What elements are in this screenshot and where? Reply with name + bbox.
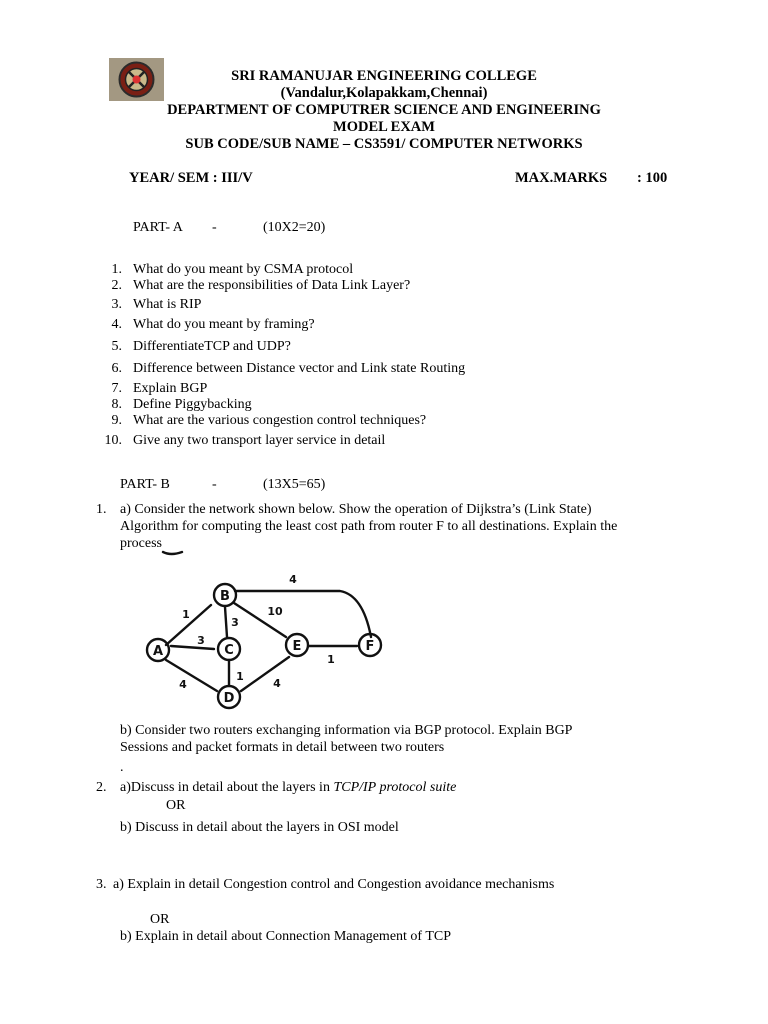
question-number: 4. [111, 317, 122, 332]
question-number: 8. [111, 397, 122, 412]
edge-b-c [225, 607, 227, 637]
edge-b-f-cost: 4 [289, 573, 297, 586]
part-b-marks: (13X5=65) [263, 477, 326, 492]
node-e-label: E [292, 639, 302, 654]
edge-a-b-cost: 1 [182, 608, 190, 621]
question-text: Explain BGP [133, 381, 208, 396]
edge-e-f-cost: 1 [327, 653, 335, 666]
question-text: What are the various congestion control techniques? [133, 413, 427, 428]
college-name: SRI RAMANUJAR ENGINEERING COLLEGE [231, 68, 537, 84]
question-number: 6. [111, 361, 122, 376]
network-diagram [135, 545, 395, 715]
department-name: DEPARTMENT OF COMPUTRER SCIENCE AND ENGINEERING [167, 102, 601, 118]
question-text: What is RIP [133, 297, 202, 312]
subject-line: SUB CODE/SUB NAME – CS3591/ COMPUTER NETWORKS [185, 136, 583, 152]
question-text: What are the responsibilities of Data Link Layer? [133, 278, 411, 293]
part-b-dash: - [212, 477, 217, 492]
part-b-q1b-line3: . [120, 760, 124, 775]
part-b-q3a: a) Explain in detail Congestion control and Congestion avoidance mechanisms [113, 877, 555, 892]
part-a-title: PART- A [133, 220, 183, 235]
question-number: 3. [111, 297, 122, 312]
part-b-q2a-text: a)Discuss in detail about the layers in [120, 780, 334, 795]
college-address: (Vandalur,Kolapakkam,Chennai) [280, 85, 488, 101]
edge-a-c [171, 646, 214, 649]
part-b-q2a [120, 780, 456, 796]
edge-a-d [166, 660, 217, 691]
node-c-label: C [224, 643, 234, 658]
edge-d-e [241, 657, 289, 691]
max-marks-label: MAX.MARKS [515, 170, 608, 186]
part-a-dash: - [212, 220, 217, 235]
part-b-q1b-line1: b) Consider two routers exchanging information via BGP protocol. Explain BGP [120, 723, 573, 738]
part-b-q1a-line2: Algorithm for computing the least cost path from router F to all destinations. Explain the [120, 519, 618, 534]
year-sem: YEAR/ SEM : III/V [129, 170, 253, 186]
part-b-title: PART- B [120, 477, 170, 492]
part-b-q2b: b) Discuss in detail about the layers in OSI model [120, 820, 399, 835]
question-number: 2. [111, 278, 122, 293]
diagram-artifact-mark [163, 552, 182, 554]
question-text: Give any two transport layer service in detail [133, 433, 386, 448]
edge-b-c-cost: 3 [231, 616, 239, 629]
edge-c-d-cost: 1 [236, 670, 244, 683]
node-b-label: B [220, 589, 230, 604]
question-number: 7. [111, 381, 122, 396]
part-b-q2a-italic: TCP/IP protocol suite [333, 780, 457, 795]
question-text: What do you meant by CSMA protocol [133, 262, 354, 277]
part-b-q3-number: 3. [96, 877, 107, 892]
part-b-q1-number: 1. [96, 502, 107, 517]
part-b-q2-number: 2. [96, 780, 107, 795]
node-f-label: F [365, 639, 375, 654]
edge-b-e-cost: 10 [267, 605, 283, 618]
question-text: What do you meant by framing? [133, 317, 315, 332]
question-text: Define Piggybacking [133, 397, 252, 412]
exam-title: MODEL EXAM [333, 119, 435, 135]
edge-a-c-cost: 3 [197, 634, 205, 647]
node-d-label: D [223, 691, 235, 706]
question-text: DifferentiateTCP and UDP? [133, 339, 291, 354]
part-b-q3-or: OR [150, 912, 170, 927]
part-b-q3b: b) Explain in detail about Connection Management of TCP [120, 929, 452, 944]
node-a-label: A [152, 644, 164, 659]
edge-d-e-cost: 4 [273, 677, 281, 690]
question-number: 9. [111, 413, 122, 428]
question-text: Difference between Distance vector and Link state Routing [133, 361, 466, 376]
part-a-marks: (10X2=20) [263, 220, 326, 235]
part-b-q1b-line2: Sessions and packet formats in detail between two routers [120, 740, 445, 755]
edge-b-f [235, 591, 371, 637]
edge-a-d-cost: 4 [179, 678, 187, 691]
part-b-q1a-line1: a) Consider the network shown below. Show the operation of Dijkstra’s (Link State) [120, 502, 592, 517]
question-number: 1. [111, 262, 122, 277]
max-marks-value: : 100 [637, 170, 668, 186]
part-b-q2-or: OR [166, 798, 186, 813]
part-b-q1a-line3: process [120, 536, 162, 551]
question-number: 10. [104, 433, 122, 448]
question-number: 5. [111, 339, 122, 354]
